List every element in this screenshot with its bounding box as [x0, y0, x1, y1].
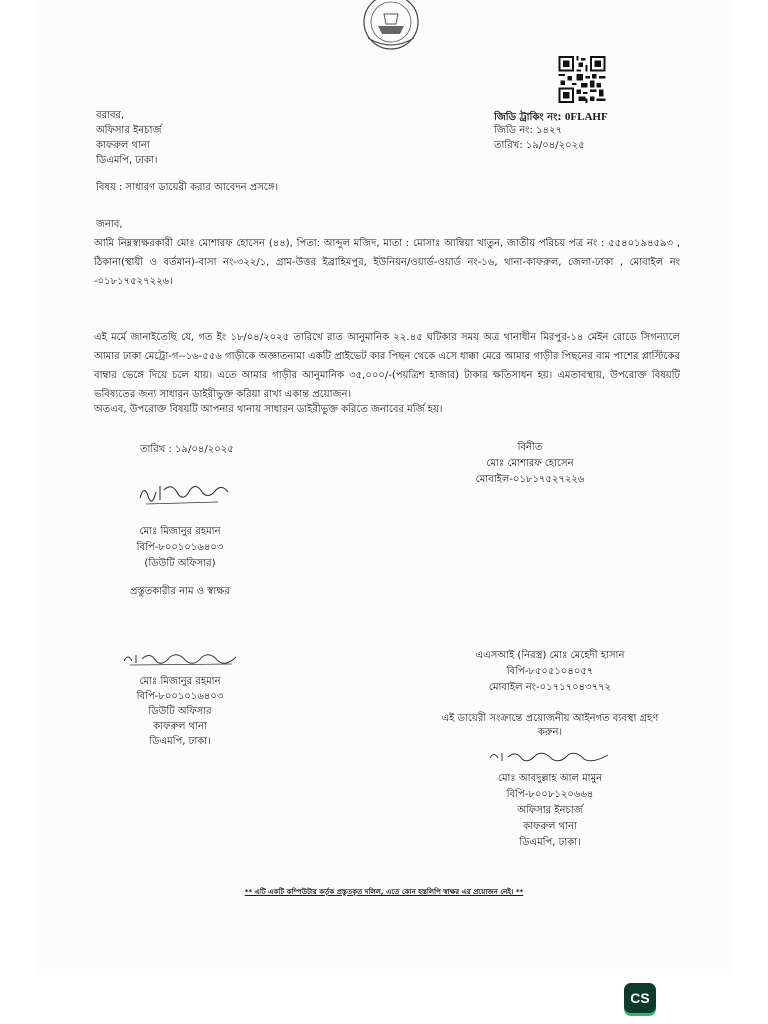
- camscanner-badge: [624, 983, 656, 1013]
- oc-bp: বিপি-৮০০৮১২০৬৬৪: [506, 789, 594, 800]
- handwritten-signature-duty-officer: [120, 649, 240, 669]
- recipient-line-4: ডিএমপি, ঢাকা।: [96, 155, 158, 166]
- oc-name: মোঃ আবদুল্লাহ আল মামুন: [497, 773, 603, 784]
- request-paragraph: অতএব, উপরোক্ত বিষয়টি আপনার থানায় সাধারন ডাইরীভুক্ত করিতে জনাবের মর্জি হয়।: [94, 404, 443, 415]
- right-applicant-mobile: মোবাইল-০১৮১৭৫২৭২২৬: [475, 474, 585, 485]
- qr-code: [556, 56, 608, 103]
- gd-tracking: [494, 110, 608, 125]
- lower-left-unit: ডিএমপি, ঢাকা।: [149, 736, 211, 747]
- applicant-details-paragraph: আমি নিম্নস্বাক্ষরকারী মোঃ মোশারফ হোসেন (৪৪), পিতা: আব্দুল মজিদ, মাতা : মোসাঃ আম্বিয়া খাতুন, জাতীয় পরিচয় পত্র নং : ৫৫৪০১৯৪৫৯৩ , ঠিকানা(স্থায়ী ও বর্তমান)-বাসা নং-৩২২/১, গ্রাম-উত্তর ইব্রাহিমপুর, ইউনিয়ন/ওয়ার্ড-ওয়ার্ড নং-১৬, থানা-কাফরুল, জেলা-ঢাকা , মোবাইল নং -০১৮১৭৫২৭২২৬।: [94, 238, 680, 287]
- recipient-line-1: বরাবর,: [96, 110, 125, 121]
- asi-name: এএসআই (নিরস্ত্র) মোঃ মেহেদী হাসান: [475, 650, 625, 661]
- recipient-line-3: কাফরুল থানা: [96, 140, 150, 151]
- incident-paragraph: এই মর্মে জানাইতেছি যে, গত ইং ১৮/০৪/২০২৫ তারিখে রাত আনুমানিক ২২.৪৫ ঘটিকার সময় অত্র থানাধীন মিরপুর-১৪ মেইন রোডে সিগন্যালে আমার ঢাকা মেট্রো-গ--১৬-৫৫৬ গাড়ীকে অজ্ঞাতনামা একটি প্রাইভেট কার পিছন থেকে এসে ধাক্কা মেরে আমার গাড়ীর পিছনের বাম পাশের প্লাস্টিকের বাম্বার ভেঙ্গে দিয়ে চলে যায়। এতে আমার গাড়ীর আনুমানিক ৩৫,০০০/-(পয়ত্রিশ হাজার) টাকার ক্ষতিসাধন হয়। এমতাবস্থায়, উপরোক্ত বিষয়টি ভবিষ্যতের জন্য সাধারন ডাইরীভুক্ত করিয়া রাখা একান্ত প্রয়োজন।: [94, 332, 680, 400]
- asi-bp: বিপি-৮৫০৫১০৪০৫৭: [506, 666, 594, 677]
- handwritten-signature-oc: [486, 748, 612, 766]
- salutation: জনাব,: [96, 219, 123, 230]
- asi-mobile: মোবাইল নং-০১৭১৭০৪৩৭৭২: [488, 682, 612, 693]
- left-signatory-name: মোঃ মিজানুর রহমান: [139, 526, 221, 537]
- gd-tracking-value: 0FLAHF: [564, 111, 608, 123]
- right-applicant-name: মোঃ মোশারফ হোসেন: [486, 458, 574, 469]
- camscanner-badge-label: CS: [630, 990, 650, 1006]
- right-closing: বিনীত: [517, 442, 543, 453]
- lower-left-bp: বিপি-৮০০১০১৬৪০৩: [136, 691, 224, 702]
- handwritten-signature-mizanur: [138, 478, 232, 508]
- gd-tracking-label: জিডি ট্রাকিং নং:: [494, 112, 562, 123]
- oc-station: কাফরুল থানা: [523, 821, 577, 832]
- lower-left-role: ডিউটি অফিসার: [148, 706, 212, 717]
- left-date: তারিখ : ১৯/০৪/২০২৫: [140, 444, 234, 455]
- gd-date: তারিখ: ১৯/০৪/২০২৫: [494, 140, 585, 151]
- lower-left-name: মোঃ মিজানুর রহমান: [139, 676, 221, 687]
- lower-left-station: কাফরুল থানা: [153, 721, 207, 732]
- oc-role: অফিসার ইনচার্জ: [517, 805, 583, 816]
- recipient-line-2: অফিসার ইনচার্জ: [96, 125, 162, 136]
- preparer-caption: প্রস্তুতকারীর নাম ও স্বাক্ষর: [130, 586, 230, 597]
- subject-line: বিষয় : সাধারণ ডায়েরী করার আবেদন প্রসঙ্গে।: [96, 182, 279, 193]
- left-signatory-role: (ডিউটি অফিসার): [144, 558, 216, 569]
- oc-unit: ডিএমপি, ঢাকা।: [519, 837, 581, 848]
- gd-number: জিডি নং: ১৪২৭: [494, 125, 563, 136]
- oc-instruction: এই ডায়েরী সংক্রান্তে প্রয়োজনীয় আইনগত ব্যবস্থা গ্রহণ করুন।: [441, 713, 659, 738]
- computer-generated-note: ** এটি একটি কম্পিউটার কর্তৃক প্রস্তুতকৃত দলিল, এতে কোন হস্তলিপি স্বাক্ষর এর প্রয়োজন নেই। **: [244, 888, 524, 896]
- police-emblem-icon: [360, 0, 422, 50]
- left-signatory-bp: বিপি-৮০০১০১৬৪০৩: [136, 542, 224, 553]
